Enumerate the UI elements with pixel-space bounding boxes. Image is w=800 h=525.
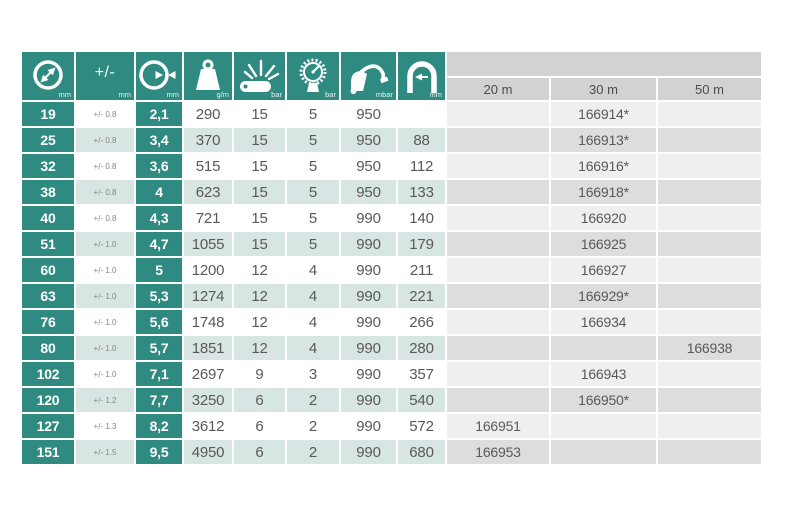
hose-spec-table [22,52,761,464]
cell-article-30m [551,336,656,360]
cell-weight: 1200 [184,258,232,282]
cell-vacuum: 990 [341,336,396,360]
cell-article-20m [447,258,549,282]
cell-size: 40 [22,206,74,230]
cell-tolerance: +/- 1.3 [76,414,134,438]
cell-bend: 357 [398,362,445,386]
cell-vacuum: 990 [341,440,396,464]
cell-working: 5 [287,180,339,204]
cell-tolerance: +/- 1.0 [76,310,134,334]
cell-article-30m [551,414,656,438]
cell-article-30m: 166914* [551,102,656,126]
column-header-vacuum [341,52,396,100]
cell-article-50m [658,310,761,334]
cell-wall: 4 [136,180,182,204]
cell-weight: 3612 [184,414,232,438]
column-header-wall-thickness [136,52,182,100]
unit-label: bar [271,90,282,99]
cell-article-20m [447,102,549,126]
unit-label: mm [429,90,442,99]
cell-burst: 15 [234,128,285,152]
cell-size: 120 [22,388,74,412]
cell-article-50m: 166938 [658,336,761,360]
cell-working: 5 [287,102,339,126]
column-header-working-pressure [287,52,339,100]
cell-wall: 8,2 [136,414,182,438]
cell-article-20m: 166951 [447,414,549,438]
cell-article-20m [447,154,549,178]
cell-article-50m [658,128,761,152]
unit-label: g/m [216,90,229,99]
cell-working: 5 [287,206,339,230]
cell-bend: 572 [398,414,445,438]
cell-working: 5 [287,232,339,256]
cell-weight: 4950 [184,440,232,464]
cell-article-50m [658,154,761,178]
tolerance-icon: +/- [94,64,116,81]
cell-vacuum: 950 [341,102,396,126]
cell-article-20m [447,362,549,386]
unit-label: mm [58,90,71,99]
cell-article-20m: 166953 [447,440,549,464]
cell-vacuum: 950 [341,180,396,204]
cell-size: 38 [22,180,74,204]
cell-bend: 221 [398,284,445,308]
unit-label: mm [118,90,131,99]
cell-article-50m [658,388,761,412]
cell-size: 60 [22,258,74,282]
cell-wall: 3,4 [136,128,182,152]
cell-article-50m [658,102,761,126]
cell-bend: 179 [398,232,445,256]
cell-article-30m: 166920 [551,206,656,230]
cell-weight: 623 [184,180,232,204]
cell-working: 4 [287,258,339,282]
length-column-header-50m: 50 m [658,78,761,100]
cell-working: 2 [287,388,339,412]
column-header-inner-diameter [22,52,74,100]
cell-vacuum: 950 [341,154,396,178]
cell-working: 2 [287,414,339,438]
cell-wall: 4,3 [136,206,182,230]
column-header-bend-radius [398,52,445,100]
cell-bend [398,102,445,126]
cell-tolerance: +/- 1.0 [76,336,134,360]
cell-bend: 266 [398,310,445,334]
cell-article-50m [658,414,761,438]
cell-working: 4 [287,284,339,308]
cell-wall: 9,5 [136,440,182,464]
cell-burst: 12 [234,336,285,360]
cell-size: 32 [22,154,74,178]
cell-size: 19 [22,102,74,126]
cell-vacuum: 990 [341,232,396,256]
cell-article-20m [447,310,549,334]
cell-bend: 133 [398,180,445,204]
cell-weight: 515 [184,154,232,178]
length-column-header-30m: 30 m [551,78,656,100]
cell-weight: 290 [184,102,232,126]
cell-tolerance: +/- 1.5 [76,440,134,464]
unit-label: bar [325,90,336,99]
cell-burst: 6 [234,414,285,438]
cell-working: 2 [287,440,339,464]
cell-article-50m [658,440,761,464]
cell-article-20m [447,232,549,256]
cell-wall: 4,7 [136,232,182,256]
cell-tolerance: +/- 0.8 [76,180,134,204]
cell-vacuum: 990 [341,310,396,334]
cell-wall: 7,7 [136,388,182,412]
cell-burst: 12 [234,310,285,334]
cell-article-20m [447,128,549,152]
cell-burst: 15 [234,154,285,178]
cell-article-30m: 166918* [551,180,656,204]
cell-weight: 1748 [184,310,232,334]
cell-article-30m: 166927 [551,258,656,282]
cell-bend: 540 [398,388,445,412]
cell-size: 76 [22,310,74,334]
cell-article-20m [447,180,549,204]
cell-burst: 15 [234,206,285,230]
cell-article-30m: 166934 [551,310,656,334]
cell-vacuum: 950 [341,128,396,152]
cell-article-50m [658,258,761,282]
cell-article-30m: 166929* [551,284,656,308]
cell-size: 80 [22,336,74,360]
column-header-weight [184,52,232,100]
cell-tolerance: +/- 1.2 [76,388,134,412]
cell-wall: 5,3 [136,284,182,308]
cell-burst: 9 [234,362,285,386]
cell-vacuum: 990 [341,206,396,230]
cell-vacuum: 990 [341,388,396,412]
cell-burst: 15 [234,180,285,204]
cell-bend: 280 [398,336,445,360]
length-columns-header [447,52,761,100]
cell-size: 51 [22,232,74,256]
cell-tolerance: +/- 1.0 [76,284,134,308]
cell-article-20m [447,388,549,412]
column-header-burst-pressure [234,52,285,100]
cell-article-30m: 166916* [551,154,656,178]
cell-article-50m [658,180,761,204]
cell-bend: 112 [398,154,445,178]
cell-weight: 1851 [184,336,232,360]
cell-article-50m [658,284,761,308]
cell-tolerance: +/- 1.0 [76,258,134,282]
cell-vacuum: 990 [341,258,396,282]
cell-size: 151 [22,440,74,464]
cell-weight: 1274 [184,284,232,308]
cell-working: 3 [287,362,339,386]
cell-bend: 211 [398,258,445,282]
cell-article-20m [447,336,549,360]
length-header-spacer [447,52,761,76]
cell-wall: 3,6 [136,154,182,178]
cell-article-50m [658,232,761,256]
cell-weight: 721 [184,206,232,230]
cell-wall: 7,1 [136,362,182,386]
cell-article-30m [551,440,656,464]
cell-weight: 370 [184,128,232,152]
cell-burst: 12 [234,258,285,282]
cell-size: 102 [22,362,74,386]
cell-burst: 15 [234,102,285,126]
unit-label: mbar [375,90,393,99]
cell-bend: 88 [398,128,445,152]
cell-article-30m: 166925 [551,232,656,256]
cell-working: 4 [287,336,339,360]
cell-tolerance: +/- 1.0 [76,232,134,256]
cell-vacuum: 990 [341,284,396,308]
cell-tolerance: +/- 0.8 [76,128,134,152]
cell-article-20m [447,206,549,230]
cell-burst: 12 [234,284,285,308]
cell-weight: 1055 [184,232,232,256]
length-column-header-20m: 20 m [447,78,549,100]
cell-article-50m [658,206,761,230]
cell-size: 63 [22,284,74,308]
cell-article-30m: 166913* [551,128,656,152]
cell-tolerance: +/- 1.0 [76,362,134,386]
column-header-tolerance [76,52,134,100]
cell-size: 25 [22,128,74,152]
unit-label: mm [166,90,179,99]
cell-size: 127 [22,414,74,438]
cell-tolerance: +/- 0.8 [76,206,134,230]
cell-wall: 5,6 [136,310,182,334]
cell-tolerance: +/- 0.8 [76,154,134,178]
cell-article-30m: 166943 [551,362,656,386]
cell-burst: 6 [234,388,285,412]
cell-wall: 5 [136,258,182,282]
cell-article-30m: 166950* [551,388,656,412]
cell-burst: 15 [234,232,285,256]
cell-vacuum: 990 [341,362,396,386]
cell-tolerance: +/- 0.8 [76,102,134,126]
cell-weight: 3250 [184,388,232,412]
cell-article-50m [658,362,761,386]
cell-wall: 5,7 [136,336,182,360]
cell-vacuum: 990 [341,414,396,438]
cell-article-20m [447,284,549,308]
cell-working: 4 [287,310,339,334]
cell-bend: 140 [398,206,445,230]
cell-working: 5 [287,128,339,152]
cell-weight: 2697 [184,362,232,386]
cell-wall: 2,1 [136,102,182,126]
cell-working: 5 [287,154,339,178]
cell-burst: 6 [234,440,285,464]
cell-bend: 680 [398,440,445,464]
